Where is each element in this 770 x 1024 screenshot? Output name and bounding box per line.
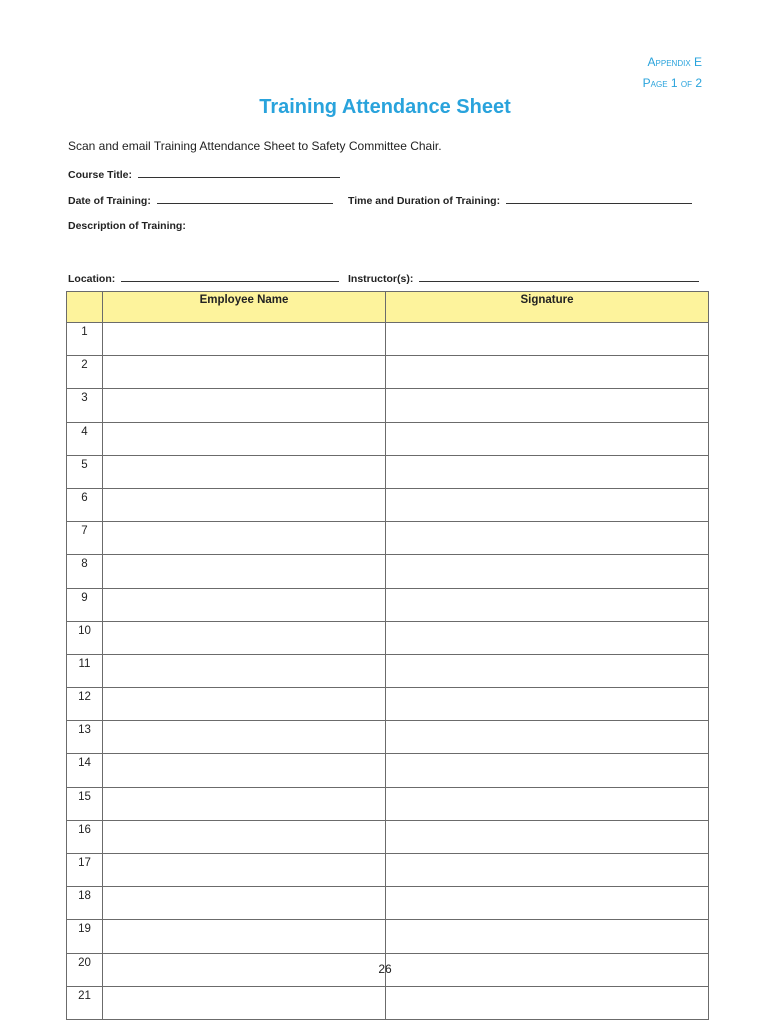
row-number: 17 (67, 854, 103, 887)
table-row (67, 986, 709, 1019)
column-header-employee-name: Employee Name (103, 292, 386, 323)
table-row (67, 488, 709, 521)
table-row (67, 621, 709, 654)
signature-cell[interactable] (386, 820, 709, 853)
table-row (67, 356, 709, 389)
signature-cell[interactable] (386, 588, 709, 621)
location-label: Location: (68, 273, 116, 285)
table-row (67, 323, 709, 356)
table-row (67, 654, 709, 687)
column-header-signature: Signature (386, 292, 709, 323)
employee-name-cell[interactable] (103, 323, 386, 356)
signature-cell[interactable] (386, 522, 709, 555)
signature-cell[interactable] (386, 986, 709, 1019)
employee-name-cell[interactable] (103, 422, 386, 455)
appendix-label: Appendix E (647, 55, 702, 69)
row-number: 21 (67, 986, 103, 1019)
employee-name-cell[interactable] (103, 787, 386, 820)
signature-cell[interactable] (386, 854, 709, 887)
row-number: 13 (67, 721, 103, 754)
employee-name-cell[interactable] (103, 488, 386, 521)
attendance-table (66, 291, 709, 1020)
row-number: 9 (67, 588, 103, 621)
table-row (67, 787, 709, 820)
row-number: 12 (67, 688, 103, 721)
column-header-number (67, 292, 103, 323)
signature-cell[interactable] (386, 654, 709, 687)
table-row (67, 887, 709, 920)
row-number: 3 (67, 389, 103, 422)
instructions-text: Scan and email Training Attendance Sheet to Safety Committee Chair. (68, 139, 442, 153)
row-number: 7 (67, 522, 103, 555)
signature-cell[interactable] (386, 422, 709, 455)
table-row (67, 820, 709, 853)
row-number: 5 (67, 455, 103, 488)
row-number: 15 (67, 787, 103, 820)
employee-name-cell[interactable] (103, 887, 386, 920)
location-line[interactable] (121, 272, 339, 282)
row-number: 2 (67, 356, 103, 389)
date-of-training-field[interactable] (68, 194, 333, 207)
signature-cell[interactable] (386, 323, 709, 356)
signature-cell[interactable] (386, 455, 709, 488)
table-row (67, 455, 709, 488)
signature-cell[interactable] (386, 389, 709, 422)
row-number: 4 (67, 422, 103, 455)
page-indicator: Page 1 of 2 (642, 76, 702, 90)
employee-name-cell[interactable] (103, 920, 386, 953)
course-title-label: Course Title: (68, 169, 132, 181)
time-duration-label: Time and Duration of Training: (348, 195, 501, 207)
employee-name-cell[interactable] (103, 688, 386, 721)
signature-cell[interactable] (386, 721, 709, 754)
employee-name-cell[interactable] (103, 522, 386, 555)
row-number: 20 (67, 953, 103, 986)
signature-cell[interactable] (386, 688, 709, 721)
table-row (67, 389, 709, 422)
employee-name-cell[interactable] (103, 555, 386, 588)
date-of-training-label: Date of Training: (68, 195, 151, 207)
page-title: Training Attendance Sheet (259, 96, 511, 118)
signature-cell[interactable] (386, 754, 709, 787)
employee-name-cell[interactable] (103, 820, 386, 853)
row-number: 1 (67, 323, 103, 356)
course-title-line[interactable] (138, 168, 340, 178)
date-of-training-line[interactable] (157, 194, 333, 204)
employee-name-cell[interactable] (103, 621, 386, 654)
signature-cell[interactable] (386, 787, 709, 820)
page-number: 26 (378, 962, 392, 976)
instructors-line[interactable] (419, 272, 699, 282)
employee-name-cell[interactable] (103, 356, 386, 389)
signature-cell[interactable] (386, 555, 709, 588)
employee-name-cell[interactable] (103, 854, 386, 887)
table-row (67, 920, 709, 953)
employee-name-cell[interactable] (103, 455, 386, 488)
row-number: 8 (67, 555, 103, 588)
employee-name-cell[interactable] (103, 721, 386, 754)
description-label: Description of Training: (68, 220, 186, 232)
signature-cell[interactable] (386, 920, 709, 953)
table-row (67, 688, 709, 721)
row-number: 10 (67, 621, 103, 654)
appendix-header (643, 52, 702, 94)
row-number: 19 (67, 920, 103, 953)
table-row (67, 522, 709, 555)
table-header-row (67, 292, 709, 323)
table-row (67, 754, 709, 787)
description-field[interactable] (68, 220, 186, 232)
employee-name-cell[interactable] (103, 754, 386, 787)
employee-name-cell[interactable] (103, 389, 386, 422)
employee-name-cell[interactable] (103, 654, 386, 687)
employee-name-cell[interactable] (103, 986, 386, 1019)
row-number: 16 (67, 820, 103, 853)
time-duration-field[interactable] (348, 194, 692, 207)
table-row (67, 588, 709, 621)
employee-name-cell[interactable] (103, 588, 386, 621)
time-duration-line[interactable] (506, 194, 692, 204)
course-title-field[interactable] (68, 168, 340, 181)
location-field[interactable] (68, 272, 339, 285)
signature-cell[interactable] (386, 488, 709, 521)
row-number: 6 (67, 488, 103, 521)
signature-cell[interactable] (386, 887, 709, 920)
table-row (67, 854, 709, 887)
table-row (67, 555, 709, 588)
row-number: 14 (67, 754, 103, 787)
signature-cell[interactable] (386, 356, 709, 389)
table-row (67, 721, 709, 754)
table-row (67, 422, 709, 455)
row-number: 11 (67, 654, 103, 687)
instructors-field[interactable] (348, 272, 699, 285)
signature-cell[interactable] (386, 621, 709, 654)
row-number: 18 (67, 887, 103, 920)
instructors-label: Instructor(s): (348, 273, 414, 285)
